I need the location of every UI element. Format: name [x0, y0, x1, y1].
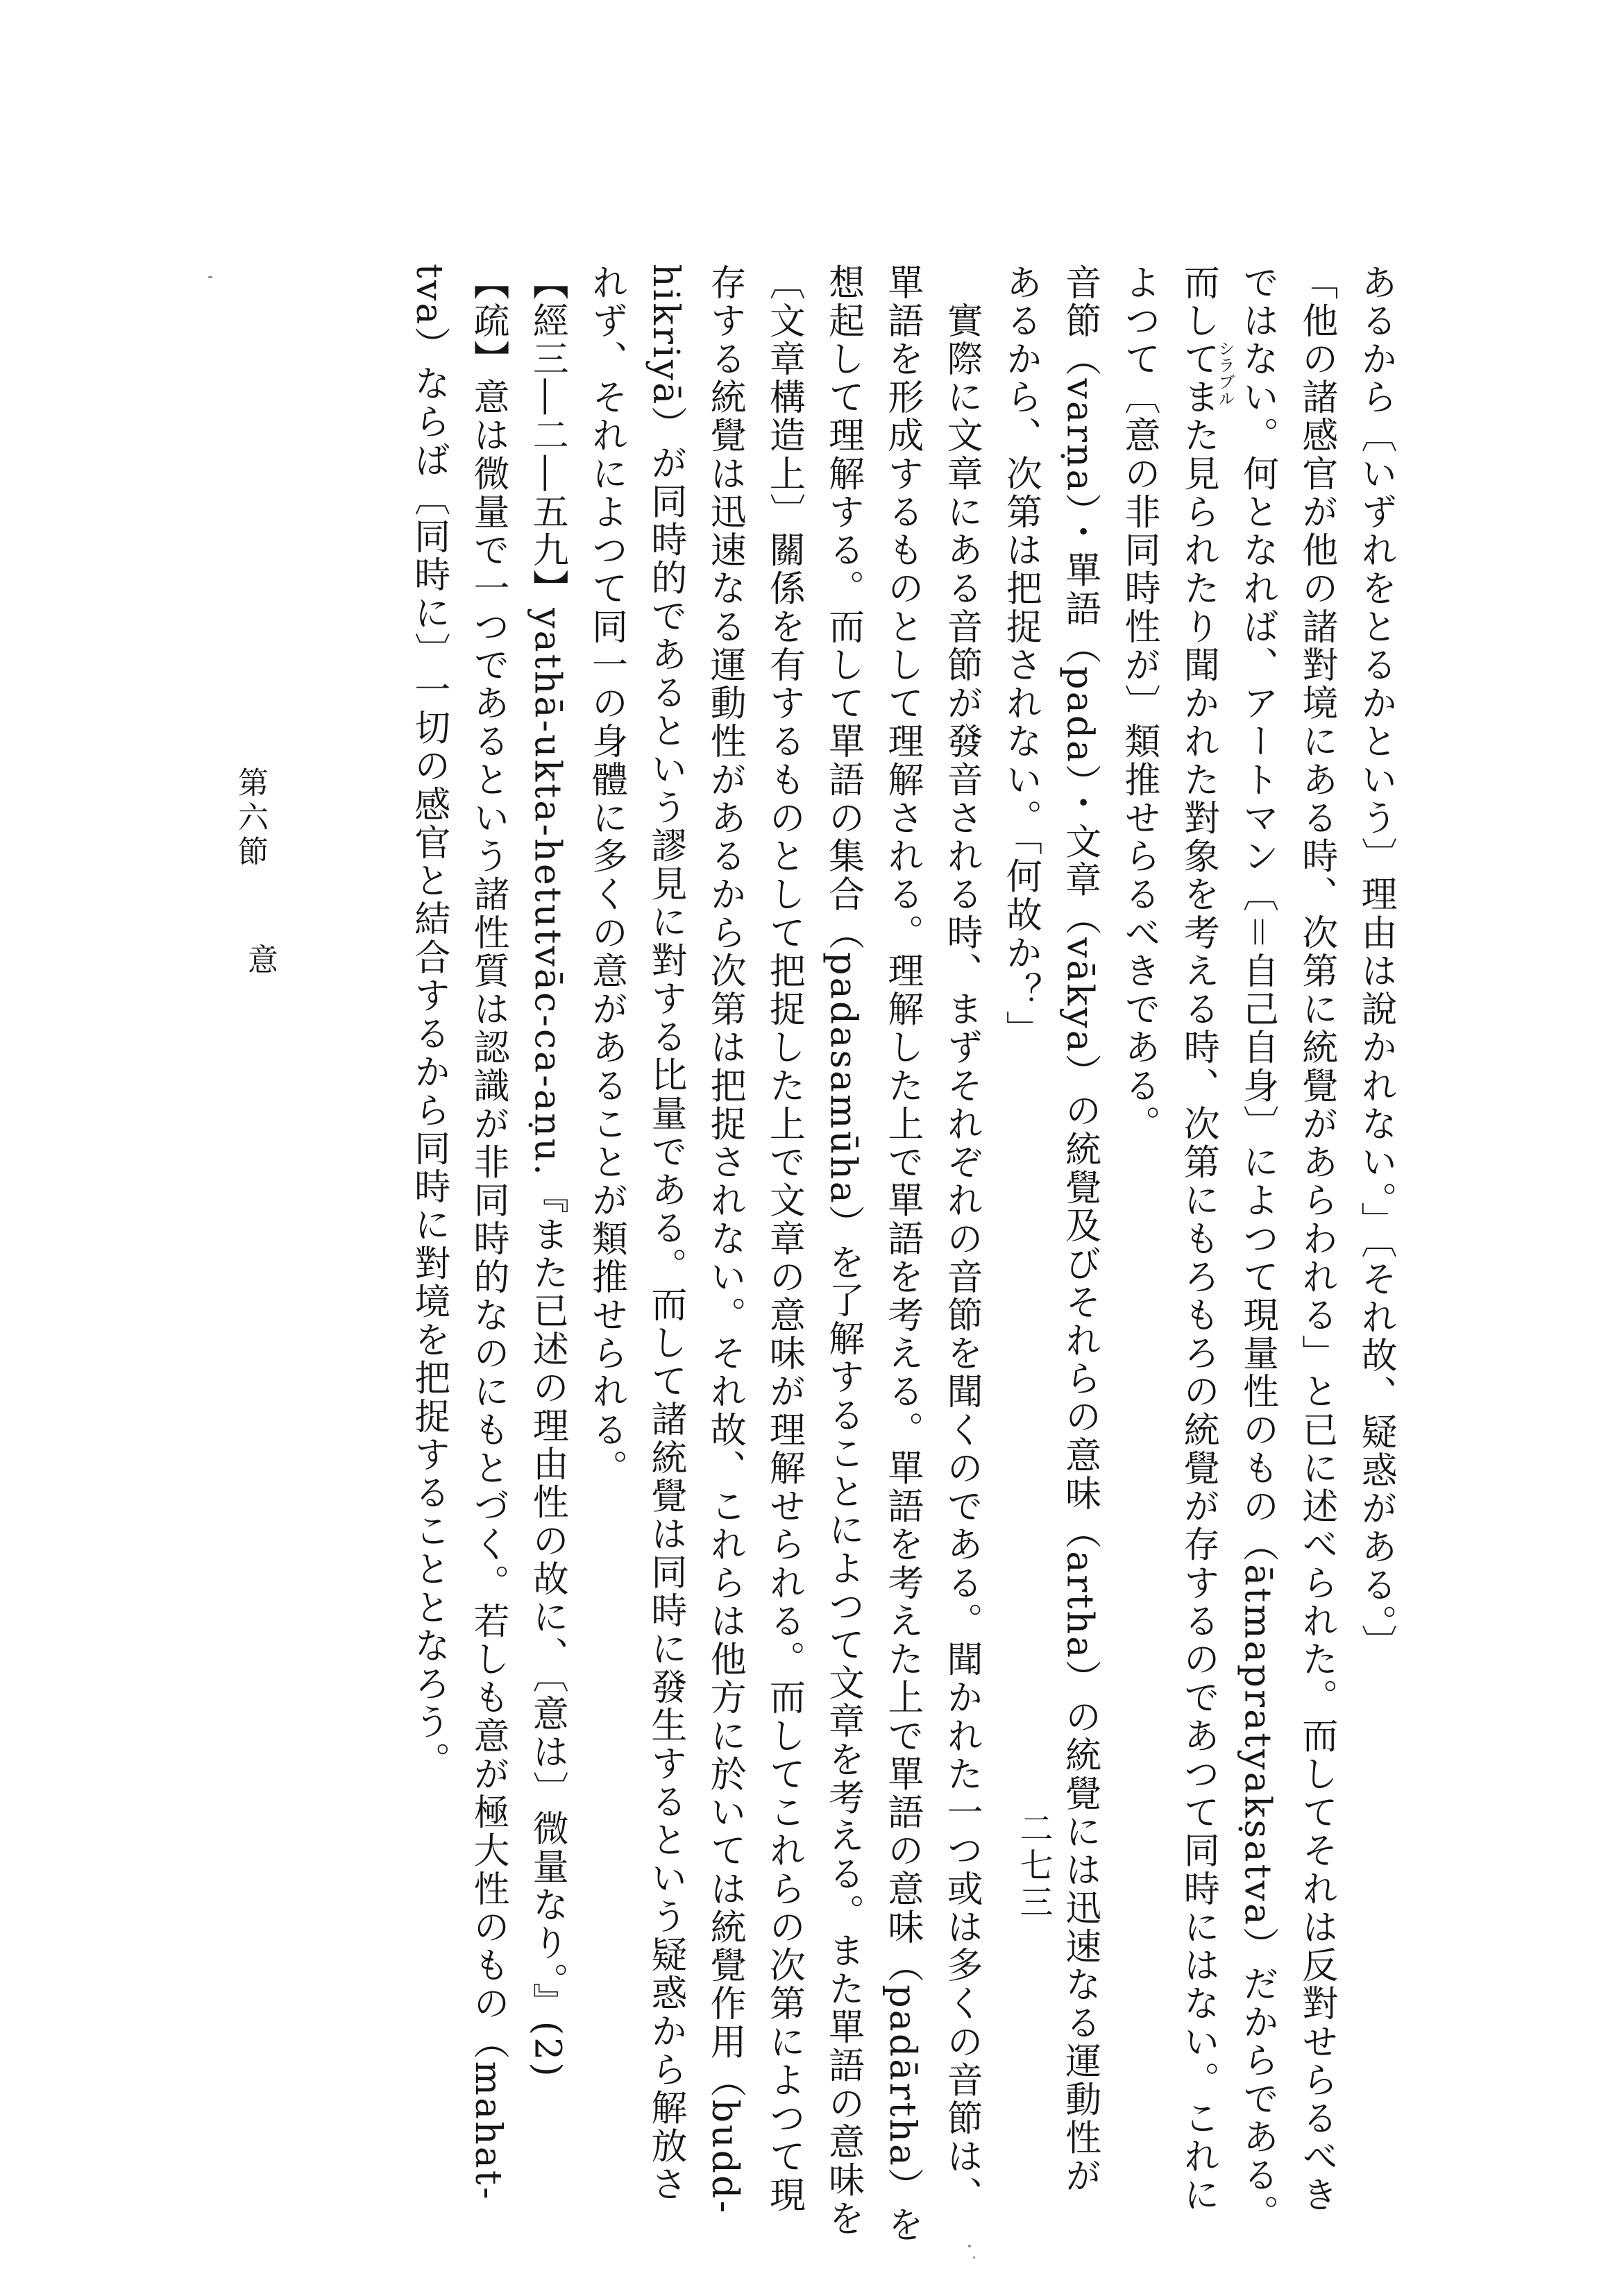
text-line: あるから、次第は把捉されない。「何故か？」	[999, 264, 1042, 1049]
text-line: 「他の諸感官が他の諸對境にある時、次第に統覺があらわれる」と已に述べられた。而してそれは反對せらるべき	[1295, 264, 1337, 2215]
page-number: 二七三	[1014, 1811, 1053, 1921]
text-line: 單語を形成するものとして理解される。理解した上で單語を考える。單語を考えた上で單語の意味（padārtha）を	[881, 264, 923, 2245]
scan-speck	[208, 276, 212, 278]
text-line: あるから〔いずれをとるかという〕理由は說かれない。」〔それ故、疑惑がある。〕	[1355, 264, 1396, 1663]
text-line: hikriyā）が同時的であるという謬見に對する比量である。而して諸統覺は同時に發生するという疑惑から解放さ	[644, 264, 686, 2204]
scan-speck	[973, 2256, 975, 2259]
commentary-line: 【疏】意は微量で一つであるという諸性質は認識が非同時的なのにもとづく。若しも意が極大性のもの（mahat-	[467, 264, 509, 2202]
text-line: 音節（varṇa）・單語（pada）・文章（vākya）の統覺及びそれらの意味（artha）の統覺には迅速なる運動性が	[1058, 264, 1101, 2195]
text-line: 存する統覺は迅速なる運動性があるから次第は把捉されない。それ故、これらは他方に於いては統覺作用（budd-	[704, 264, 746, 2216]
commentary-line: tva）ならば〔同時に〕一切の感官と結合するから同時に對境を把捉することとなろう。	[407, 264, 450, 1780]
text-line: 而してまた見られたり聞かれた對象を考える時、次第にもろもろの統覺が存するのであつて同時にはない。これに	[1177, 264, 1219, 2215]
chapter-heading: 第六節	[232, 767, 268, 869]
text-line: 想起して理解する。而して單語の集合（padasamūha）を了解することによつて文章を考える。また單語の意味を	[822, 264, 864, 2238]
section-heading: 意	[242, 944, 278, 978]
text-line: れず、それによつて同一の身體に多くの意があることが類推せられる。	[585, 264, 627, 1488]
main-text-column-block	[398, 264, 1405, 2245]
scan-speck	[968, 2245, 971, 2247]
text-line: よつて〔意の非同時性が〕類推せらるべきである。	[1117, 264, 1160, 1143]
text-line: 〔文章構造上〕關係を有するものとして把捉した上で文章の意味が理解せられる。而してこれらの次第によつて現	[763, 264, 805, 2215]
text-line: 實際に文章にある音節が發音される時、まずそれぞれの音節を聞くのである。聞かれた一つ或は多くの音節は、	[940, 264, 983, 2215]
ruby-annotation: シラブル	[1215, 340, 1235, 407]
text-line: ではない。何となれば、アートマン〔＝自己自身〕によつて現量性のもの（ātmapratyakṣatva）だからである。	[1236, 264, 1278, 2234]
sutra-line: 【經三―二―五九】yathā-ukta-hetutvāc-ca-aṇu.『また已述の理由性の故に、〔意は〕微量なり。』(2)	[526, 264, 568, 2079]
